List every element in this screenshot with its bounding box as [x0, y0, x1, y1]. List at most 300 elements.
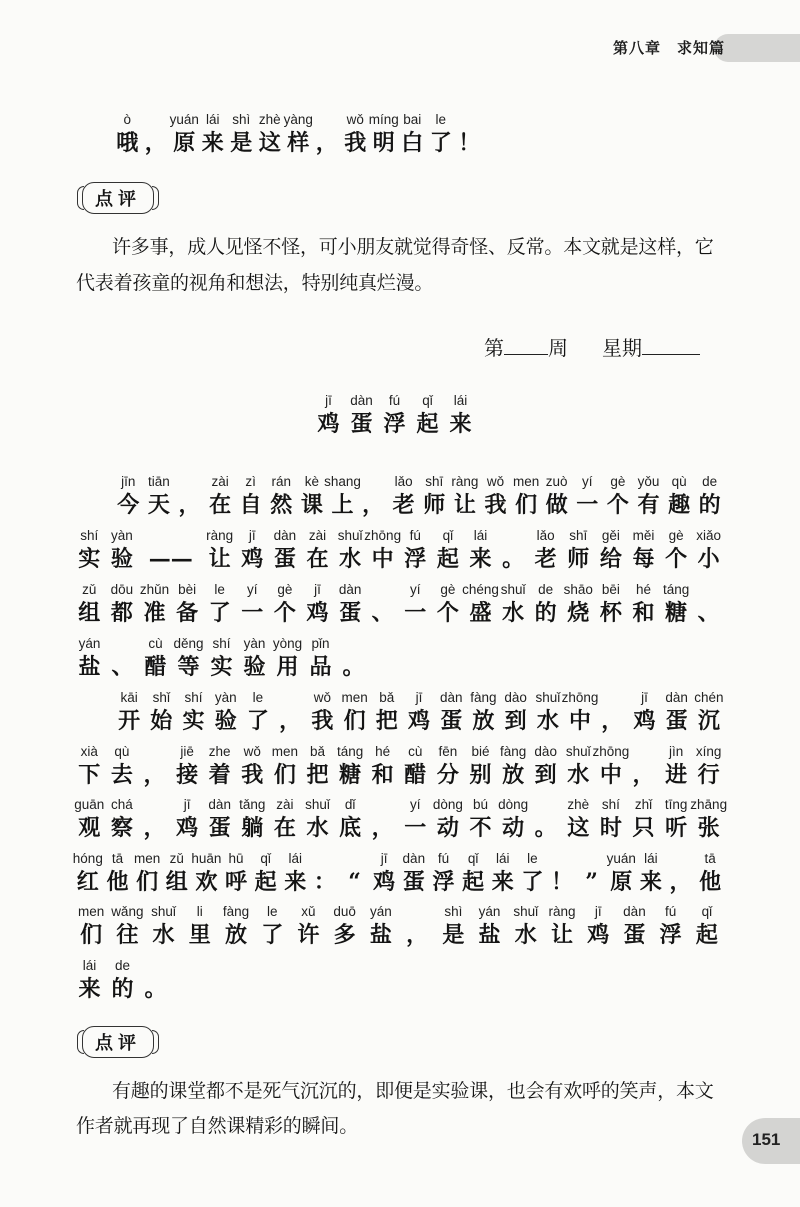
pinyin: zhǔn — [139, 582, 170, 597]
pinyin: shī — [569, 528, 588, 543]
hanzi: 水 — [502, 600, 525, 626]
hanzi: 中 — [371, 546, 394, 572]
pinyin: shí — [601, 797, 620, 812]
hanzi: ， — [669, 869, 692, 895]
pinyin: wǒ — [243, 744, 261, 759]
hanzi: 们 — [515, 492, 538, 518]
comment-line: 代表着孩童的视角和想法，特别纯真烂漫。 — [76, 272, 434, 294]
hanzi: 在 — [273, 815, 296, 841]
pinyin: qǐ — [467, 851, 479, 866]
pinyin: qù — [671, 474, 687, 489]
hanzi: 备 — [176, 600, 199, 626]
pinyin: xǔ — [301, 904, 316, 919]
pinyin: fàng — [222, 904, 250, 919]
pinyin: jìn — [668, 744, 684, 759]
hanzi: 了 — [261, 922, 284, 948]
pinyin: yán — [478, 904, 501, 919]
hanzi: 鸡 — [633, 708, 656, 734]
pinyin: huān — [191, 851, 222, 866]
hanzi: 起 — [695, 922, 718, 948]
pinyin: duō — [333, 904, 356, 919]
pinyin: jīn — [121, 474, 136, 489]
hanzi: 验 — [243, 654, 266, 680]
pinyin: gè — [610, 474, 626, 489]
hanzi: 分 — [436, 762, 459, 788]
pinyin: bǎ — [379, 690, 395, 705]
pinyin: wǒ — [346, 112, 364, 127]
hanzi: 糖 — [665, 600, 688, 626]
hanzi: 蛋 — [208, 815, 231, 841]
pinyin: guān — [74, 797, 105, 812]
hanzi: 中 — [599, 762, 622, 788]
pinyin: yàng — [283, 112, 313, 127]
hanzi: 们 — [273, 762, 296, 788]
hanzi: 哦 — [116, 130, 139, 156]
pinyin: shì — [232, 112, 251, 127]
pinyin: fú — [665, 904, 677, 919]
hanzi: 我 — [344, 130, 367, 156]
pinyin: shuǐ — [500, 582, 526, 597]
hanzi: 了 — [246, 708, 269, 734]
page-number: 151 — [752, 1130, 781, 1149]
hanzi: 在 — [306, 546, 329, 572]
week-middle: 周 — [548, 336, 568, 360]
pinyin: qǐ — [701, 904, 713, 919]
hanzi: 了 — [208, 600, 231, 626]
pinyin: ò — [123, 112, 132, 127]
pinyin: qǐ — [442, 528, 454, 543]
pinyin: zhè — [567, 797, 590, 812]
pinyin: fú — [437, 851, 450, 866]
pinyin: men — [133, 851, 161, 866]
pinyin: yòng — [272, 636, 303, 651]
hanzi: 白 — [401, 130, 424, 156]
pinyin: chéng — [462, 582, 499, 597]
pinyin: hé — [635, 582, 652, 597]
hanzi: 的 — [534, 600, 557, 626]
comment-line: 许多事，成人见怪不怪，可小朋友就觉得奇怪、反常。本文就是这样，它 — [112, 236, 714, 258]
day-label: 星期 — [602, 336, 642, 360]
pinyin: dàn — [273, 528, 297, 543]
pinyin: zài — [276, 797, 294, 812]
pinyin: lái — [644, 851, 658, 866]
pinyin: lái — [205, 112, 220, 127]
hanzi: 有 — [637, 492, 660, 518]
hanzi: 起 — [416, 411, 439, 437]
hanzi: 动 — [436, 815, 459, 841]
pinyin: rán — [271, 474, 292, 489]
hanzi: 今 — [117, 492, 140, 518]
hanzi: 组 — [78, 600, 101, 626]
hanzi: 往 — [116, 922, 139, 948]
hanzi: 、 — [111, 654, 134, 680]
hanzi: ， — [406, 922, 429, 948]
pinyin: wǒ — [313, 690, 331, 705]
hanzi: 一 — [576, 492, 599, 518]
hanzi: 始 — [150, 708, 173, 734]
hanzi: 放 — [224, 922, 248, 948]
pinyin: shì — [444, 904, 463, 919]
pinyin: jiē — [180, 744, 194, 759]
pinyin: yǒu — [637, 474, 660, 489]
hanzi: 了 — [429, 130, 452, 156]
pinyin: shī — [425, 474, 444, 489]
hanzi: 让 — [208, 546, 231, 572]
hanzi: 是 — [230, 130, 253, 156]
hanzi: 鸡 — [587, 922, 610, 948]
pinyin: zì — [245, 474, 256, 489]
pinyin: yàn — [111, 528, 133, 543]
pinyin: wǎng — [111, 904, 144, 919]
pinyin: zǔ — [82, 582, 97, 597]
hanzi: 下 — [78, 762, 101, 788]
pinyin: shí — [80, 528, 99, 543]
pinyin: zhōng — [561, 690, 599, 705]
pinyin: zhāng — [690, 797, 728, 812]
hanzi: 水 — [339, 546, 362, 572]
hanzi: 鸡 — [373, 869, 396, 895]
pinyin: kāi — [120, 690, 138, 705]
pinyin: pǐn — [311, 636, 330, 651]
hanzi: 鸡 — [176, 815, 199, 841]
pinyin: de — [114, 958, 131, 973]
hanzi: 每 — [632, 546, 655, 572]
pinyin: dǐ — [344, 797, 356, 812]
hanzi: 把 — [375, 708, 398, 734]
hanzi: 着 — [208, 762, 231, 788]
pinyin: le — [435, 112, 447, 127]
hanzi: 和 — [632, 600, 655, 626]
pinyin: dàn — [208, 797, 231, 812]
pinyin: tā — [111, 851, 124, 866]
hanzi: 水 — [514, 922, 537, 948]
hanzi: ， — [279, 708, 302, 734]
pinyin: yàn — [243, 636, 266, 651]
pinyin: shuǐ — [337, 528, 363, 543]
hanzi: 行 — [697, 762, 720, 788]
pinyin: tiān — [148, 474, 170, 489]
hanzi: 浮 — [404, 546, 427, 572]
hanzi: 准 — [143, 600, 166, 626]
hanzi: 听 — [665, 815, 688, 841]
pinyin: chá — [111, 797, 133, 812]
hanzi: 我 — [241, 762, 264, 788]
hanzi: 起 — [254, 869, 277, 895]
pinyin: jī — [641, 690, 648, 705]
pinyin: shuǐ — [151, 904, 176, 919]
pinyin: dōu — [110, 582, 134, 597]
hanzi: 起 — [436, 546, 459, 572]
comment-badge: 点评 — [82, 1026, 154, 1058]
hanzi: 底 — [339, 815, 362, 841]
hanzi: 个 — [273, 600, 296, 626]
hanzi: 个 — [436, 600, 459, 626]
pinyin: hé — [375, 744, 391, 759]
comment-badge: 点评 — [82, 182, 154, 214]
pinyin: men — [271, 744, 299, 759]
pinyin: xià — [80, 744, 98, 759]
hanzi: 盛 — [469, 600, 492, 626]
hanzi: 实 — [78, 546, 101, 572]
hanzi: 沉 — [697, 708, 720, 734]
pinyin: fàng — [470, 690, 497, 705]
pinyin: men — [341, 690, 368, 705]
pinyin: fú — [409, 528, 421, 543]
pinyin: bié — [471, 744, 490, 759]
pinyin: lái — [473, 528, 488, 543]
hanzi: 到 — [504, 708, 527, 734]
pinyin: de — [538, 582, 554, 597]
hanzi: 课 — [300, 492, 323, 518]
pinyin: le — [214, 582, 225, 597]
pinyin: ràng — [206, 528, 234, 543]
hanzi: 把 — [306, 762, 329, 788]
pinyin: dàn — [338, 582, 362, 597]
hanzi: 老 — [534, 546, 557, 572]
hanzi: ， — [601, 708, 624, 734]
pinyin: lái — [495, 851, 510, 866]
pinyin: shuǐ — [535, 690, 561, 705]
pinyin: le — [252, 690, 264, 705]
pinyin: yí — [410, 797, 421, 812]
pinyin: lǎo — [536, 528, 555, 543]
hanzi: 这 — [258, 130, 281, 156]
hanzi: 醋 — [404, 762, 427, 788]
hanzi: 。 — [342, 654, 365, 680]
pinyin: shí — [184, 690, 203, 705]
pinyin: táng — [336, 744, 364, 759]
pinyin: jī — [314, 582, 321, 597]
hanzi: 们 — [343, 708, 366, 734]
hanzi: 中 — [569, 708, 592, 734]
hanzi: 。 — [144, 976, 167, 1002]
hanzi: 的 — [111, 976, 134, 1002]
hanzi: 水 — [306, 815, 329, 841]
hanzi: 多 — [333, 922, 356, 948]
hanzi: —— — [148, 546, 193, 572]
pinyin: zuò — [545, 474, 568, 489]
hanzi: 上 — [331, 492, 354, 518]
pinyin: dàn — [623, 904, 646, 919]
hanzi: 放 — [472, 708, 495, 734]
pinyin: lái — [453, 393, 468, 408]
hanzi: 起 — [462, 869, 485, 895]
hanzi: 进 — [665, 762, 688, 788]
pinyin: yán — [369, 904, 392, 919]
pinyin: jī — [248, 528, 256, 543]
hanzi: 一 — [404, 600, 427, 626]
hanzi: 是 — [442, 922, 465, 948]
hanzi: ， — [632, 762, 655, 788]
pinyin: táng — [662, 582, 690, 597]
pinyin: zhè — [258, 112, 281, 127]
hanzi: 他 — [699, 869, 722, 895]
hanzi: 水 — [536, 708, 559, 734]
hanzi: ， — [178, 492, 201, 518]
hanzi: 张 — [697, 815, 720, 841]
hanzi: 只 — [632, 815, 655, 841]
pinyin: lái — [288, 851, 303, 866]
pinyin: fēn — [438, 744, 458, 759]
hanzi: ， — [362, 492, 385, 518]
pinyin: yàn — [214, 690, 237, 705]
pinyin: dàn — [402, 851, 426, 866]
pinyin: yí — [410, 582, 421, 597]
hanzi: 用 — [276, 654, 299, 680]
hanzi: 、 — [371, 600, 394, 626]
pinyin: fàng — [499, 744, 527, 759]
hanzi: ， — [143, 815, 166, 841]
hanzi: 鸡 — [407, 708, 431, 734]
pinyin: wǒ — [486, 474, 505, 489]
hanzi: 开 — [118, 708, 141, 734]
hanzi: 察 — [110, 815, 133, 841]
week-prefix: 第 — [484, 336, 504, 360]
hanzi: 蛋 — [402, 869, 425, 895]
hanzi: 来 — [201, 130, 224, 156]
hanzi: 给 — [599, 546, 622, 572]
hanzi: 实 — [182, 708, 205, 734]
week-line — [484, 336, 700, 360]
hanzi: 一 — [241, 600, 264, 626]
pinyin: li — [196, 904, 203, 919]
hanzi: 个 — [665, 546, 688, 572]
hanzi: 欢 — [195, 869, 218, 895]
hanzi: 浮 — [659, 922, 682, 948]
pinyin: shǐ — [152, 690, 170, 705]
hanzi: 躺 — [241, 815, 264, 841]
pinyin: shāo — [563, 582, 593, 597]
hanzi: 验 — [110, 546, 133, 572]
pinyin: jī — [325, 393, 332, 408]
hanzi: ， — [143, 762, 166, 788]
pinyin: zhe — [208, 744, 231, 759]
comment-line: 作者就再现了自然课精彩的瞬间。 — [76, 1115, 359, 1137]
pinyin: bú — [472, 797, 489, 812]
pinyin: yí — [247, 582, 258, 597]
hanzi: ， — [315, 130, 338, 156]
hanzi: 来 — [491, 869, 514, 895]
pinyin: dòng — [498, 797, 529, 812]
pinyin: yán — [78, 636, 101, 651]
pinyin: qǐ — [260, 851, 271, 866]
hanzi: 不 — [469, 815, 492, 841]
pinyin: bǎ — [309, 744, 326, 759]
pinyin: zǔ — [169, 851, 184, 866]
pinyin: bèi — [178, 582, 197, 597]
pinyin: yí — [582, 474, 593, 489]
hanzi: 小 — [697, 546, 720, 572]
hanzi: 这 — [567, 815, 590, 841]
hanzi: 来 — [284, 869, 307, 895]
pinyin: bēi — [601, 582, 620, 597]
pinyin: xíng — [695, 744, 722, 759]
hanzi: 呼 — [224, 869, 248, 895]
pinyin: hū — [228, 851, 244, 866]
hanzi: ！ — [550, 869, 574, 895]
pinyin: gè — [440, 582, 456, 597]
hanzi: 水 — [152, 922, 175, 948]
day-blank — [642, 336, 700, 355]
pinyin: jī — [415, 690, 423, 705]
hanzi: 里 — [188, 922, 211, 948]
hanzi: 蛋 — [623, 922, 646, 948]
pinyin: de — [702, 474, 718, 489]
hanzi: 去 — [110, 762, 133, 788]
pinyin: dàn — [439, 690, 463, 705]
pinyin: le — [527, 851, 538, 866]
hanzi: 别 — [469, 762, 492, 788]
hanzi: 原 — [173, 130, 196, 156]
pinyin: yuán — [169, 112, 199, 127]
hanzi: 我 — [311, 708, 334, 734]
hanzi: 蛋 — [665, 708, 688, 734]
pinyin: tā — [704, 851, 716, 866]
hanzi: 浮 — [383, 411, 406, 437]
hanzi: 实 — [210, 654, 233, 680]
hanzi: 接 — [176, 762, 199, 788]
hanzi: 明 — [372, 130, 395, 156]
hanzi: 。 — [502, 546, 525, 572]
hanzi: 趣 — [668, 492, 691, 518]
hanzi: 蛋 — [273, 546, 296, 572]
week-blank — [504, 336, 548, 355]
pinyin: shuǐ — [513, 904, 539, 919]
pinyin: dào — [504, 690, 527, 705]
hanzi: 鸡 — [306, 600, 329, 626]
hanzi: 自 — [239, 492, 262, 518]
pinyin: men — [77, 904, 105, 919]
pinyin: jī — [380, 851, 388, 866]
pinyin: dàn — [665, 690, 688, 705]
hanzi: 做 — [545, 492, 568, 518]
pinyin: děng — [173, 636, 204, 651]
hanzi: 我 — [484, 492, 507, 518]
hanzi: 来 — [449, 411, 472, 437]
hanzi: 到 — [534, 762, 557, 788]
pinyin: gè — [277, 582, 293, 597]
hanzi: ， — [371, 815, 394, 841]
hanzi: 师 — [567, 546, 590, 572]
hanzi: 时 — [599, 815, 622, 841]
pinyin: zhōng — [592, 744, 630, 759]
hanzi: 水 — [567, 762, 590, 788]
hanzi: 红 — [76, 869, 99, 895]
hanzi: 们 — [136, 869, 159, 895]
pinyin: zài — [211, 474, 229, 489]
pinyin: zài — [308, 528, 327, 543]
hanzi: 天 — [147, 492, 170, 518]
pinyin: zhōng — [364, 528, 402, 543]
pinyin: jī — [594, 904, 602, 919]
pinyin: ràng — [548, 904, 576, 919]
pinyin: cù — [408, 744, 423, 759]
hanzi: 等 — [177, 654, 200, 680]
pinyin: lái — [82, 958, 97, 973]
hanzi: 原 — [610, 869, 633, 895]
chapter-header: 第八章 求知篇 — [613, 39, 726, 57]
hanzi: 盐 — [478, 922, 501, 948]
hanzi: 盐 — [369, 922, 392, 948]
pinyin: le — [266, 904, 278, 919]
pinyin: cù — [148, 636, 163, 651]
hanzi: 浮 — [432, 869, 455, 895]
header-tab-decoration — [714, 34, 800, 62]
pinyin: míng — [368, 112, 399, 127]
hanzi: 烧 — [567, 600, 590, 626]
pinyin: shuǐ — [305, 797, 330, 812]
hanzi: 放 — [502, 762, 525, 788]
